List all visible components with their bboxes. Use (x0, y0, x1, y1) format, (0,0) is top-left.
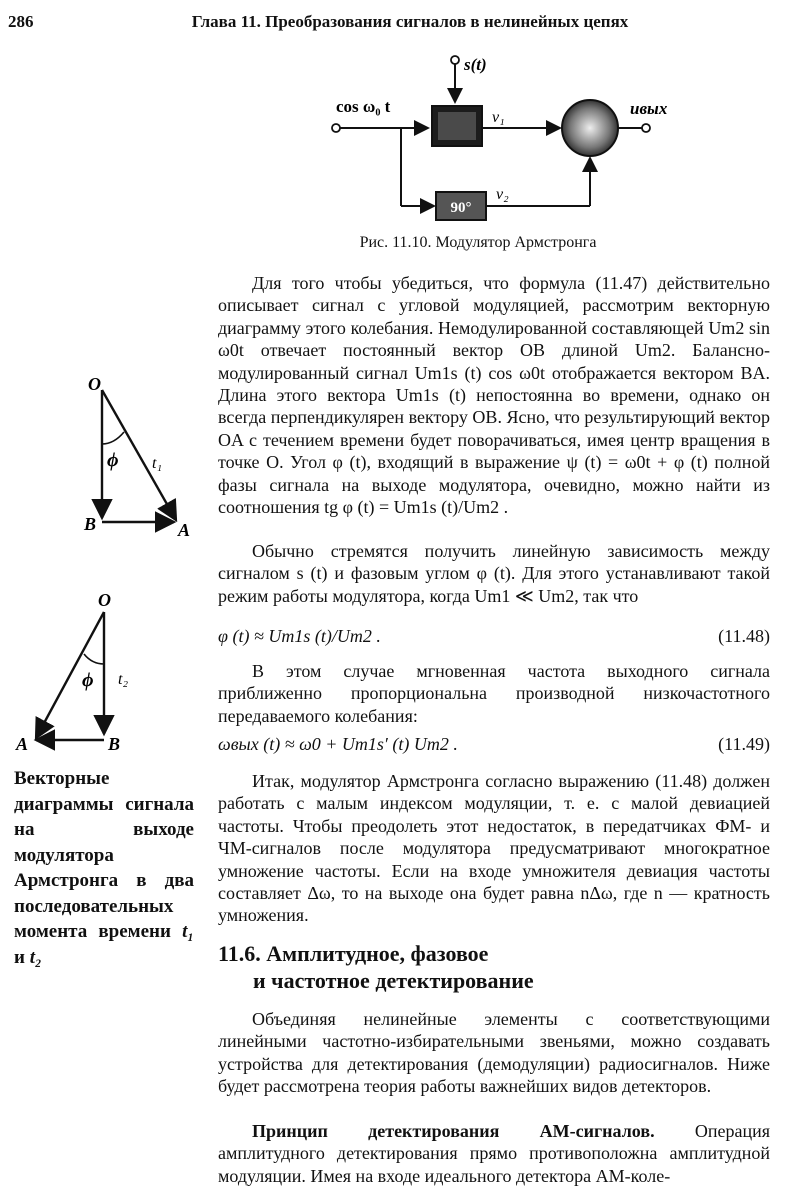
vector-OA (36, 612, 104, 738)
figure-title: Модулятор Армстронга (435, 234, 597, 251)
point-O: O (88, 374, 101, 394)
time-label: t₁ (152, 455, 163, 472)
armstrong-modulator-diagram (218, 48, 738, 230)
phase-angle-arc (102, 432, 124, 444)
paragraph-linear-dependence (218, 540, 770, 607)
time-label: t₂ (118, 671, 129, 688)
summing-node (562, 100, 618, 156)
page-number: 286 (8, 12, 34, 31)
paragraph-multiplication (218, 770, 770, 927)
input-label: cos ω₀ t (336, 97, 391, 116)
v1-label: v₁ (492, 109, 505, 126)
input-terminal (332, 124, 340, 132)
paragraph-detectors (218, 1008, 770, 1098)
figure-number: Рис. 11.10. (359, 234, 432, 251)
phase-angle-arc (84, 654, 104, 664)
side-caption-text: Векторные диаграммы сигнала на выходе модулятора Армстронга в два последовательных момента времени (14, 768, 194, 942)
side-caption (14, 766, 194, 970)
modulating-terminal (451, 56, 459, 64)
output-terminal (642, 124, 650, 132)
figure-caption (218, 234, 738, 252)
side-caption-and: и (14, 946, 25, 968)
paragraph-3: В этом случае мгновенная частота выходного сигнала приближенно пропорциональна производной низкочастотного передаваемого колебания: (218, 661, 770, 726)
paragraph-4: Итак, модулятор Армстронга согласно выражению (11.48) должен работать с малым индексом модуляции, т. е. с малой девиацией частоты. Чтобы преодолеть этот недостаток, в передатчиках ФМ- и ЧМ-сигналов после модулятора предусматривают многократное умножение частоты. Если на входе умножителя девиация частоты составляет Δω, то на выходе она будет равна nΔω, где n — кратность умножения. (218, 771, 770, 926)
output-label: uвых (630, 99, 668, 118)
side-caption-t1: t₁ (182, 921, 194, 942)
formula-11-48 (218, 626, 770, 650)
paragraph-1: Для того чтобы убедиться, что формула (11.47) действительно описывает сигнал с угловой модуляцией, рассмотрим векторную диаграмму этого колебания. Немодулированной составляющей Um2 sin ω0t отвечает постоянный вектор OB длиной Um2. Балансно-модулированный сигнал Um1s (t) cos ω0t отображается вектором BA. Длина этого вектора Um1s (t) непостоянна во времени, однако он всегда перпендикулярен вектору OB. Ясно, что результирующий вектор OA с течением времени будет поворачиваться, имея центр вращения в точке O. Угол φ (t), входящий в выражение ψ (t) = ω0t + φ (t) полной фазы сигнала на выходе модулятора, очевидно, можно найти из соотношения tg φ (t) = Um1s (t)/Um2 . (218, 273, 770, 518)
paragraph-5: Объединяя нелинейные элементы с соответствующими линейными частотно-избирательными звеньями, можно создавать устройства для детектирования (демодуляции) радиосигналов. Ниже будет рассмотрена теория работы важнейших видов детекторов. (218, 1009, 770, 1097)
paragraph-6 (218, 1120, 770, 1187)
point-B: B (108, 734, 121, 754)
formula-11-49-text: ωвых (t) ≈ ω0 + Um1s′ (t) Um2 . (218, 734, 458, 754)
paragraph-6-body: Операция амплитудного детектирования прямо противоположна амплитудной модуляции. Имея на входе идеального детектора АМ-коле- (218, 1121, 771, 1186)
section-heading-line2: и частотное детектирование (253, 968, 534, 993)
point-A: A (16, 734, 29, 754)
vector-diagram-t1 (80, 372, 200, 540)
phi-label: ϕ (107, 449, 119, 471)
formula-11-48-number: (11.48) (718, 626, 770, 646)
paragraph-instant-frequency (218, 660, 770, 727)
running-header: Глава 11. Преобразования сигналов в нелинейных цепях (191, 12, 629, 31)
v2-label: v₂ (496, 186, 509, 203)
modulating-label: s(t) (464, 55, 487, 74)
phase-shift-label: 90° (450, 200, 472, 216)
formula-11-49-number: (11.49) (718, 734, 770, 754)
phi-label: ϕ (82, 669, 94, 691)
section-heading (218, 940, 770, 994)
paragraph-6-lead: Принцип детектирования АМ-сигналов. (252, 1121, 655, 1141)
section-heading-line1: 11.6. Амплитудное, фазовое (218, 941, 489, 966)
paragraph-am-detection (218, 1120, 770, 1187)
point-A: A (178, 520, 191, 540)
formula-11-49 (218, 734, 770, 758)
balanced-modulator-texture (438, 112, 476, 140)
formula-11-48-text: φ (t) ≈ Um1s (t)/Um2 . (218, 626, 381, 646)
paragraph-vector-diagram (218, 272, 770, 518)
vector-diagram-t2 (14, 590, 144, 756)
point-O: O (98, 590, 111, 610)
paragraph-2: Обычно стремятся получить линейную зависимость между сигналом s (t) и фазовым углом φ (t). Для этого устанавливают такой режим работы модулятора, когда Um1 ≪ Um2, так что (218, 541, 770, 606)
point-B: B (84, 514, 97, 534)
side-caption-t2: t₂ (29, 946, 42, 968)
